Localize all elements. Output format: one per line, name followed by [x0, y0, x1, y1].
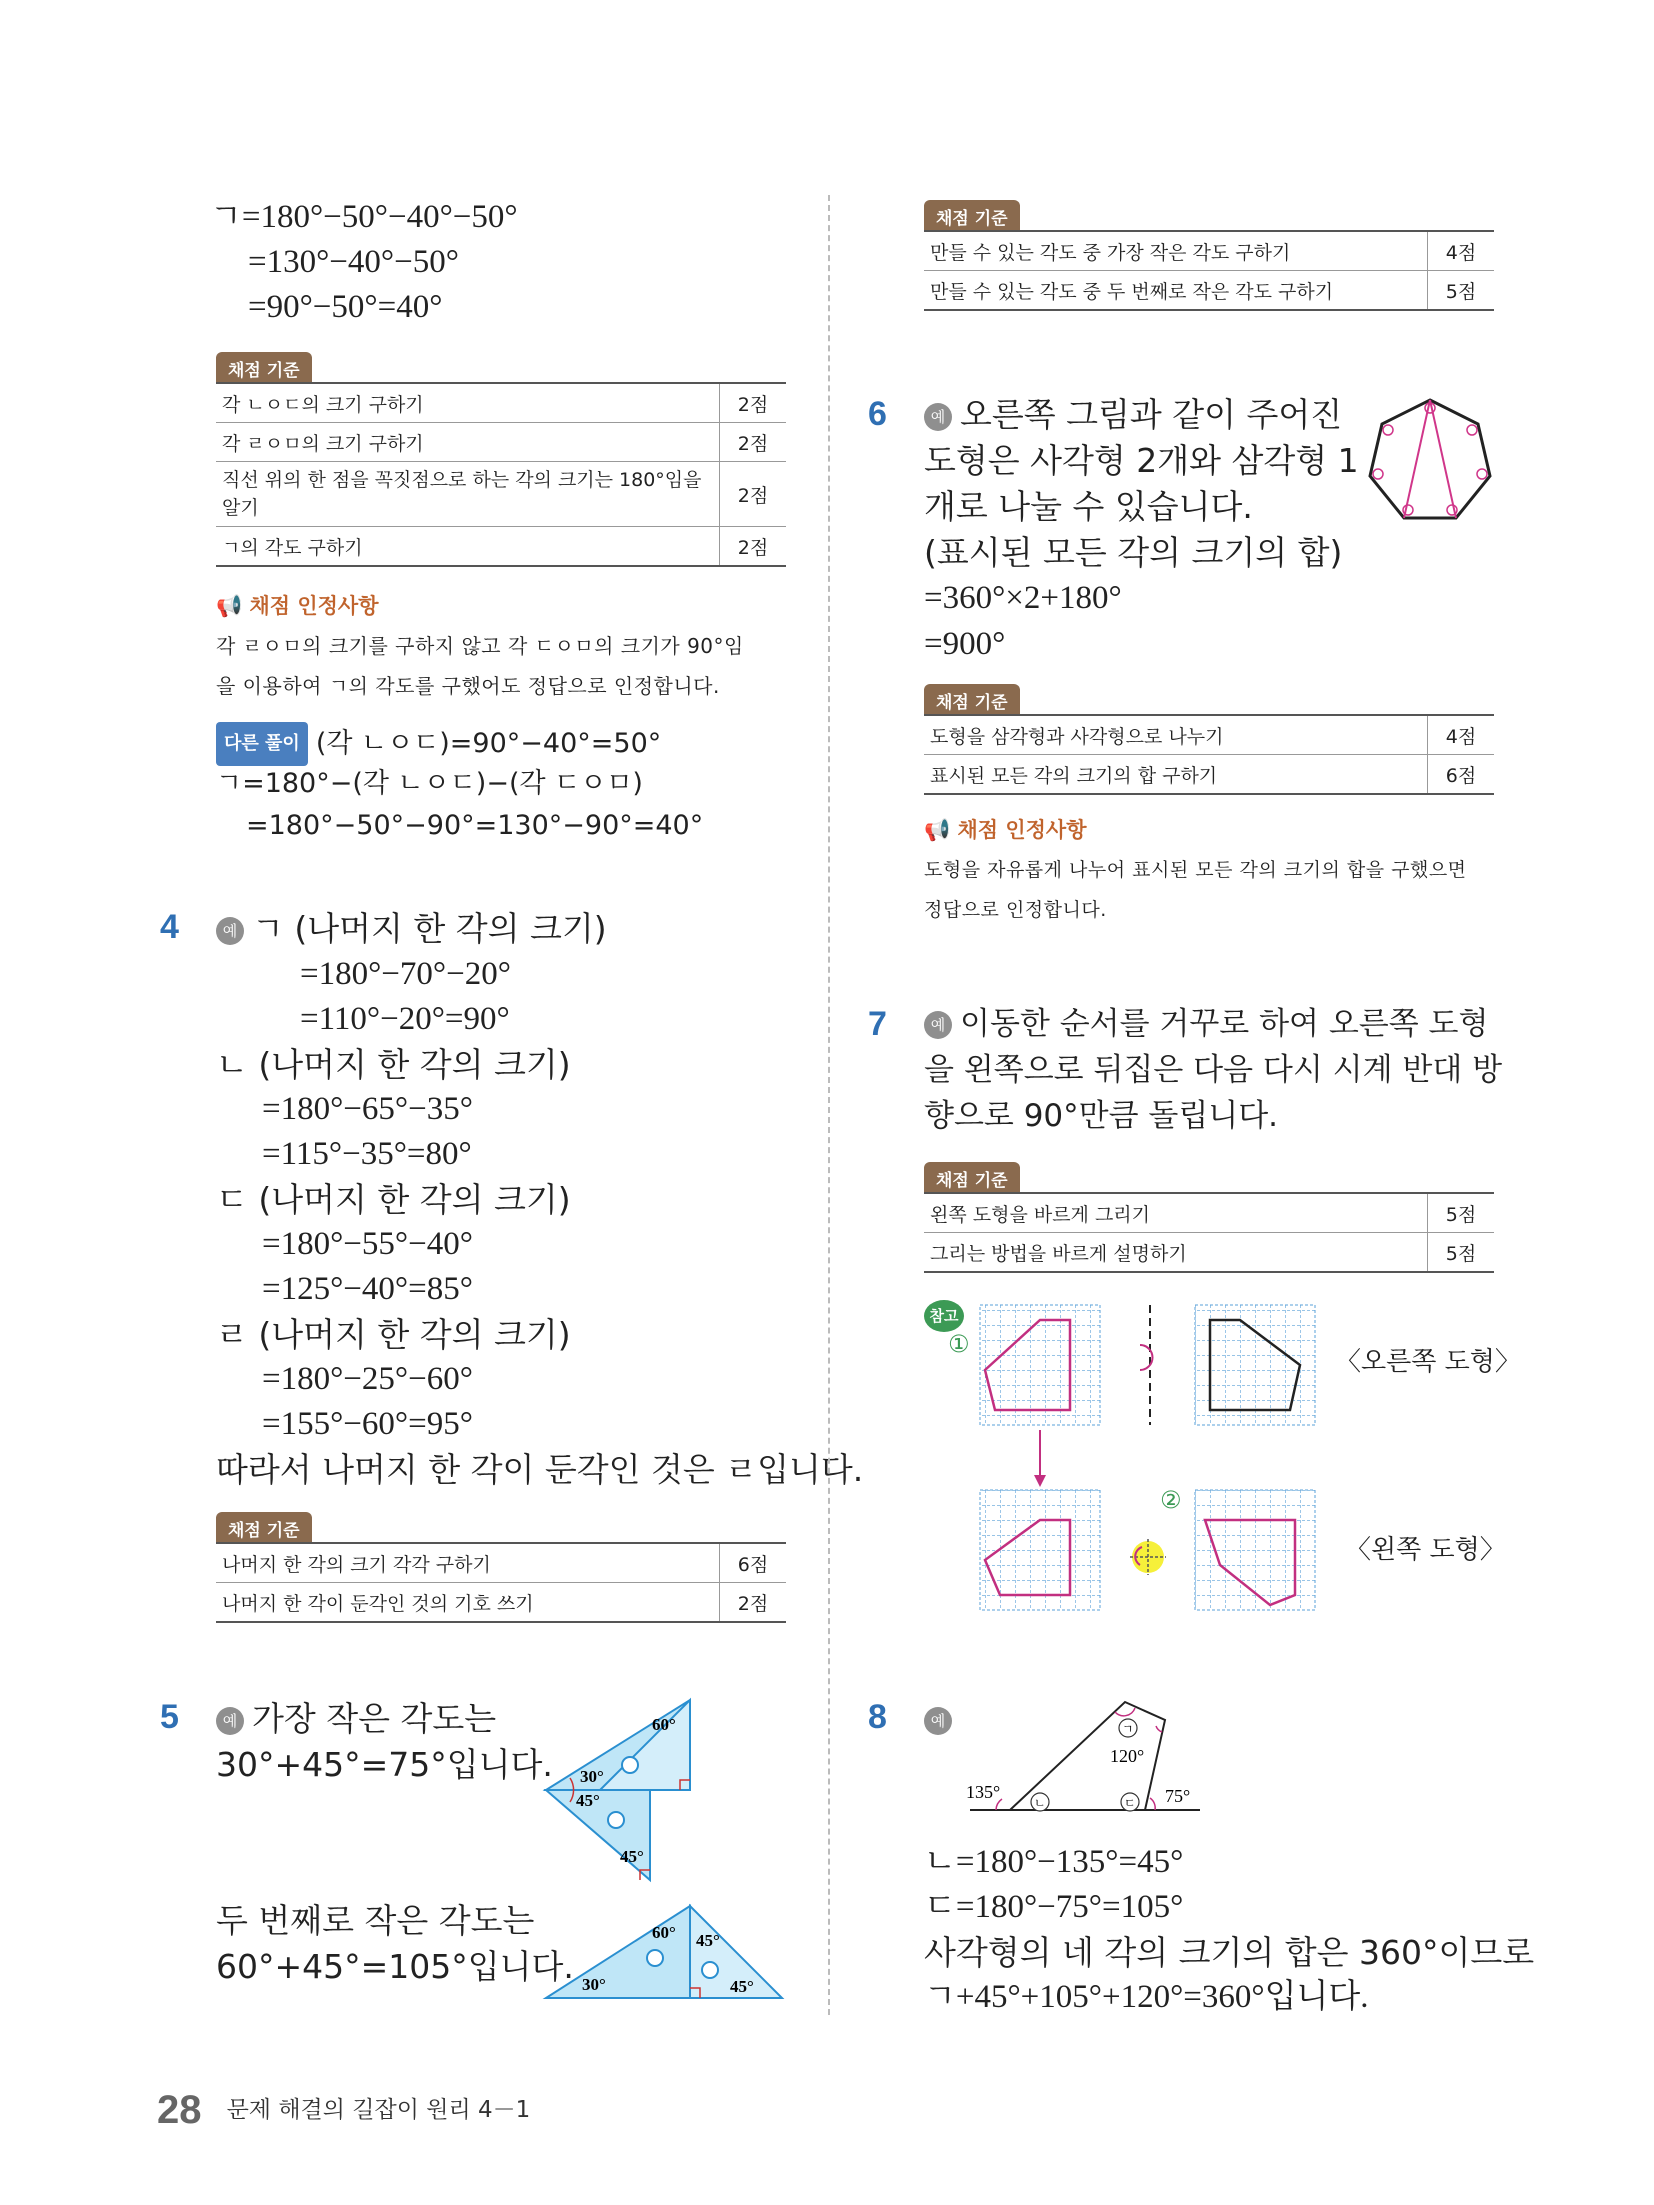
question-number-7: 7 — [868, 1005, 887, 1043]
notice-3: 📢 채점 인정사항 각 ㄹㅇㅁ의 크기를 구하지 않고 각 ㄷㅇㅁ의 크기가 90°임 을 이용하여 ㄱ의 각도를 구했어도 정답으로 인정합니다. — [216, 594, 744, 698]
q6-line-5: =360°×2+180° — [924, 580, 1122, 616]
grid-box — [1195, 1305, 1315, 1425]
q4-line-6: =115°−35°=80° — [262, 1136, 472, 1172]
diagonal-line — [1404, 400, 1430, 518]
q7-line-2: 을 왼쪽으로 뒤집은 다음 다시 시계 반대 방 — [924, 1052, 1503, 1088]
step-2-marker: ② — [1160, 1486, 1182, 1514]
angle-mark — [1383, 425, 1393, 435]
left-shape-label: 〈왼쪽 도형〉 — [1345, 1535, 1506, 1565]
table-row: 나머지 한 각의 크기 각각 구하기 6점 — [216, 1543, 786, 1583]
alt-solution-line-3: =180°−50°−90°=130°−90°=40° — [246, 810, 704, 841]
grading-tag-6: 채점 기준 — [924, 684, 1020, 716]
alt-solution-line-1: 다른 풀이 (각 ㄴㅇㄷ)=90°−40°=50° — [216, 722, 661, 766]
q8-line-1: ㄴ=180°−135°=45° — [924, 1844, 1184, 1880]
question-number-8: 8 — [868, 1698, 887, 1736]
table-row: 직선 위의 한 점을 꼭짓점으로 하는 각의 크기는 180°임을 알기 2점 — [216, 462, 786, 527]
angle-mark — [1403, 505, 1413, 515]
flip-rotate-figure — [970, 1295, 1350, 1625]
q6-line-4: (표시된 모든 각의 크기의 합) — [924, 533, 1343, 572]
notice-6: 📢 채점 인정사항 도형을 자유롭게 나누어 표시된 모든 각의 크기의 합을 구했으면 정답으로 인정합니다. — [924, 818, 1467, 921]
calc3-line-1: ㄱ=180°−50°−40°−50° — [210, 199, 518, 235]
down-arrow-head — [1034, 1475, 1046, 1487]
q5-line-4: 60°+45°=105°입니다. — [216, 1947, 574, 1986]
table-row: 각 ㄴㅇㄷ의 크기 구하기 2점 — [216, 383, 786, 423]
q4-line-5: =180°−65°−35° — [262, 1091, 473, 1127]
table-row: 만들 수 있는 각도 중 두 번째로 작은 각도 구하기 5점 — [924, 271, 1494, 311]
q6-line-3: 개로 나눌 수 있습니다. — [924, 487, 1253, 526]
angle-label-135: 135° — [966, 1782, 1001, 1802]
q8-line-4: ㄱ+45°+105°+120°=360°입니다. — [924, 1979, 1369, 2015]
grading-tag-7: 채점 기준 — [924, 1162, 1020, 1194]
table-row: 만들 수 있는 각도 중 가장 작은 각도 구하기 4점 — [924, 231, 1494, 271]
table-row: 왼쪽 도형을 바르게 그리기 5점 — [924, 1193, 1494, 1233]
example-badge: 예 — [216, 917, 244, 945]
angle-label-d: ㄷ — [1124, 1796, 1136, 1810]
q4-line-7: ㄷ (나머지 한 각의 크기) — [216, 1180, 571, 1219]
angle-label-n: ㄴ — [1034, 1796, 1046, 1810]
triangle-shape — [546, 1906, 690, 1998]
grading-tag-4: 채점 기준 — [216, 1512, 312, 1544]
step-1-marker: ① — [948, 1330, 970, 1358]
angle-mark — [1373, 469, 1383, 479]
q5-line-1: 예 가장 작은 각도는 — [216, 1696, 496, 1741]
q8-example — [924, 1696, 960, 1741]
angle-label: 60° — [652, 1715, 676, 1734]
angle-mark — [1467, 425, 1477, 435]
hole-circle — [622, 1757, 638, 1773]
q7-line-1: 예 이동한 순서를 거꾸로 하여 오른쪽 도형 — [924, 1002, 1488, 1047]
grading-table-3 — [216, 382, 786, 567]
heptagon-shape — [1370, 400, 1490, 518]
q4-line-11: =180°−25°−60° — [262, 1361, 473, 1397]
grading-table-6 — [924, 714, 1494, 795]
question-number-4: 4 — [160, 908, 179, 946]
speaker-icon: 📢 — [216, 594, 243, 618]
q6-line-1: 예 오른쪽 그림과 같이 주어진 — [924, 392, 1342, 437]
angle-arc — [1150, 1798, 1155, 1810]
q8-line-2: ㄷ=180°−75°=105° — [924, 1889, 1184, 1925]
q8-line-3: 사각형의 네 각의 크기의 합은 360°이므로 — [924, 1933, 1535, 1972]
q4-line-2: =180°−70°−20° — [300, 956, 511, 992]
angle-mark — [1447, 505, 1457, 515]
grading-table-4 — [216, 1542, 786, 1623]
triangle-shape — [600, 1700, 690, 1790]
q5-line-3: 두 번째로 작은 각도는 — [216, 1901, 535, 1940]
angle-label-75: 75° — [1165, 1786, 1191, 1806]
q6-line-6: =900° — [924, 626, 1006, 662]
q4-line-12: =155°−60°=95° — [262, 1406, 473, 1442]
q4-line-10: ㄹ (나머지 한 각의 크기) — [216, 1315, 571, 1354]
grading-table-7 — [924, 1192, 1494, 1273]
angle-mark — [1477, 469, 1487, 479]
question-number-6: 6 — [868, 395, 887, 433]
q4-line-3: =110°−20°=90° — [300, 1001, 510, 1037]
table-row: ㄱ의 각도 구하기 2점 — [216, 527, 786, 567]
page-number: 28 — [157, 2088, 202, 2132]
question-number-5: 5 — [160, 1698, 179, 1736]
q7-line-3: 향으로 90°만큼 돌립니다. — [924, 1098, 1279, 1134]
table-row: 나머지 한 각이 둔각인 것의 기호 쓰기 2점 — [216, 1583, 786, 1623]
diagonal-line — [1430, 400, 1456, 518]
page-footer — [157, 2088, 530, 2133]
hole-circle — [702, 1962, 718, 1978]
table-row: 각 ㄹㅇㅁ의 크기 구하기 2점 — [216, 423, 786, 462]
table-row: 도형을 삼각형과 사각형으로 나누기 4점 — [924, 715, 1494, 755]
q4-conclusion: 따라서 나머지 한 각이 둔각인 것은 ㄹ입니다. — [216, 1450, 864, 1489]
q4-line-4: ㄴ (나머지 한 각의 크기) — [216, 1045, 571, 1084]
q5-line-2: 30°+45°=75°입니다. — [216, 1745, 553, 1784]
calc3-line-2: =130°−40°−50° — [248, 244, 459, 280]
alt-solution-line-2: ㄱ=180°−(각 ㄴㅇㄷ)−(각 ㄷㅇㅁ) — [216, 768, 643, 799]
angle-label: 45° — [730, 1977, 754, 1996]
grading-tag-top: 채점 기준 — [924, 200, 1020, 232]
reference-badge: 참고 — [924, 1300, 964, 1332]
grid-box — [980, 1305, 1100, 1425]
grading-table-5 — [924, 230, 1494, 311]
example-badge: 예 — [924, 403, 952, 431]
angle-label-120: 120° — [1110, 1746, 1145, 1766]
calc3-line-3: =90°−50°=40° — [248, 289, 443, 325]
q6-line-2: 도형은 사각형 2개와 삼각형 1 — [924, 441, 1359, 480]
q8-figure — [960, 1690, 1220, 1820]
column-divider — [828, 195, 830, 2015]
q4-line-8: =180°−55°−40° — [262, 1226, 473, 1262]
speaker-icon: 📢 — [924, 818, 951, 842]
book-title: 문제 해결의 길잡이 원리 4－1 — [226, 2097, 531, 2123]
angle-label: 45° — [620, 1847, 644, 1866]
grading-tag-3: 채점 기준 — [216, 352, 312, 384]
q5-figure-2 — [540, 1898, 800, 2008]
heptagon-figure — [1360, 390, 1500, 530]
q4-line-9: =125°−40°=85° — [262, 1271, 473, 1307]
hole-circle — [608, 1812, 624, 1828]
angle-label-g: ㄱ — [1122, 1722, 1134, 1736]
example-badge: 예 — [924, 1707, 952, 1735]
angle-label: 30° — [582, 1975, 606, 1994]
example-badge: 예 — [924, 1011, 952, 1039]
angle-label: 45° — [576, 1791, 600, 1810]
hole-circle — [647, 1950, 663, 1966]
angle-label: 60° — [652, 1923, 676, 1942]
angle-label: 30° — [580, 1767, 604, 1786]
example-badge: 예 — [216, 1707, 244, 1735]
right-shape-label: 〈오른쪽 도형〉 — [1335, 1347, 1521, 1377]
angle-label: 45° — [696, 1931, 720, 1950]
table-row: 표시된 모든 각의 크기의 합 구하기 6점 — [924, 755, 1494, 795]
q5-figure-1 — [540, 1690, 790, 1890]
angle-arc — [1156, 1726, 1162, 1732]
alt-solution-badge: 다른 풀이 — [216, 722, 308, 766]
table-row: 그리는 방법을 바르게 설명하기 5점 — [924, 1233, 1494, 1273]
q4-line-1: 예 ㄱ (나머지 한 각의 크기) — [216, 906, 607, 951]
